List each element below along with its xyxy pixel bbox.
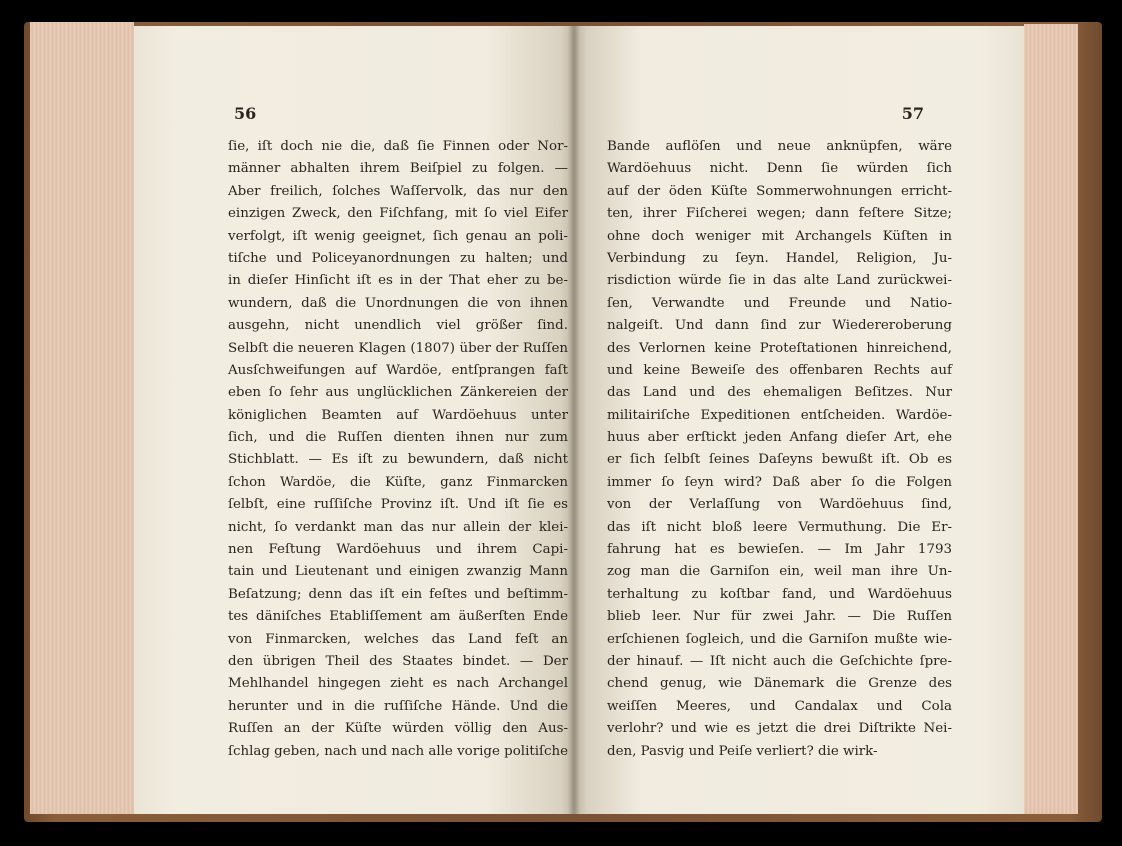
- text-line: den übrigen Theil des Staates bindet. — Der: [228, 653, 568, 669]
- text-line: der hinauf. — Iſt nicht auch die Geſchichte ſpre-: [607, 653, 952, 669]
- text-line: herunter und in die ruſſiſche Hände. Und die: [228, 698, 568, 714]
- text-line: nalgeiſt. Und dann ſind zur Wiedereroberung: [607, 318, 952, 334]
- text-line: blieb leer. Nur für zwei Jahr. — Die Ruſſen: [607, 609, 952, 625]
- text-line: ten, ihrer Fiſcherei wegen; dann feſtere Sitze;: [607, 206, 952, 222]
- text-line: zog man die Garniſon ein, weil man ihre Un-: [607, 564, 952, 580]
- text-line: terhaltung zu koſtbar fand, und Wardöehuus: [607, 586, 952, 602]
- text-line: nen Feſtung Wardöehuus und ihrem Capi-: [228, 542, 568, 558]
- text-line: königlichen Beamten auf Wardöehuus unter: [228, 407, 568, 423]
- text-line: Beſatzung; denn das iſt ein feſtes und beſtimm-: [228, 586, 568, 602]
- text-line: eben ſo ſehr aus unglücklichen Zänkereien der: [228, 385, 568, 401]
- text-line: Verbindung zu ſeyn. Handel, Religion, Ju-: [607, 250, 952, 266]
- right-page-edges: [1024, 24, 1078, 814]
- text-line: auf der öden Küſte Sommerwohnungen erricht-: [607, 183, 952, 199]
- text-line: ſich, und die Ruſſen dienten ihnen nur zum: [228, 430, 568, 446]
- text-line: wundern, daß die Unordnungen die von ihnen: [228, 295, 568, 311]
- text-line: tiſche und Policeyanordnungen zu halten; und: [228, 250, 568, 266]
- text-line: das Land und des ehemaligen Beſitzes. Nur: [607, 385, 952, 401]
- right-page-text: [607, 136, 952, 763]
- text-line: Aber freilich, ſolches Waſſervolk, das nur den: [228, 183, 568, 199]
- text-line: das iſt nicht bloß leere Vermuthung. Die Er-: [607, 519, 952, 535]
- right-page: [574, 26, 1024, 814]
- text-line: erſchienen ſogleich, und die Garniſon mußte wie-: [607, 631, 952, 647]
- text-line: ſen, Verwandte und Freunde und Natio-: [607, 295, 952, 311]
- text-line: Mehlhandel hingegen zieht es nach Archangel: [228, 676, 568, 692]
- text-line: ſelbſt, eine ruſſiſche Provinz iſt. Und iſt ſie es: [228, 497, 568, 513]
- text-line: ſchlag geben, nach und nach alle vorige politiſche: [228, 743, 569, 759]
- text-line: von der Verlaſſung von Wardöehuus ſind,: [607, 497, 952, 513]
- text-line: Selbſt die neueren Klagen (1807) über der Ruſſen: [228, 340, 568, 356]
- right-page-number: 57: [901, 104, 924, 123]
- text-line: von Finmarcken, welches das Land feſt an: [228, 631, 568, 647]
- text-line: risdiction würde ſie in das alte Land zurückwei-: [607, 273, 952, 289]
- text-line: Ruſſen an der Küſte würden völlig den Aus-: [228, 721, 568, 737]
- text-line: ausgehn, nicht unendlich viel größer ſind.: [228, 318, 568, 334]
- text-line: des Verlornen keine Proteſtationen hinreichend,: [607, 340, 952, 356]
- text-line: fahrung hat es bewieſen. — Im Jahr 1793: [607, 542, 952, 558]
- text-line: Wardöehuus nicht. Denn ſie würden ſich: [607, 161, 952, 177]
- left-page-number: 56: [234, 104, 257, 123]
- text-line: verlohr? und wie es jetzt die drei Diſtrikte Nei-: [607, 721, 952, 737]
- text-line: er ſich ſelbſt ſeines Daſeyns bewußt iſt. Ob es: [607, 452, 952, 468]
- text-line: Stichblatt. — Es iſt zu bewundern, daß nicht: [228, 452, 568, 468]
- text-line: immer ſo ſeyn wird? Daß aber ſo die Folgen: [607, 474, 952, 490]
- left-page: [134, 26, 574, 814]
- text-line: ſchon Wardöe, die Küſte, ganz Finmarcken: [228, 474, 568, 490]
- text-line: Bande auflöſen und neue anknüpfen, wäre: [607, 139, 952, 154]
- text-line: männer abhalten ihrem Beiſpiel zu folgen. —: [228, 161, 568, 177]
- text-line: chend genug, wie Dänemark die Grenze des: [607, 676, 952, 692]
- text-line: ſie, iſt doch nie die, daß ſie Finnen oder Nor-: [228, 139, 568, 154]
- text-line: ohne doch weniger mit Archangels Küſten in: [607, 228, 952, 244]
- text-line: den, Pasvig und Peiſe verliert? die wirk-: [607, 743, 878, 759]
- text-line: einzigen Zweck, den Fiſchfang, mit ſo viel Eifer: [228, 206, 568, 222]
- text-line: tes däniſches Etabliſſement am äußerſten Ende: [228, 609, 568, 625]
- left-page-edges: [30, 22, 134, 814]
- text-line: nicht, ſo verdankt man das nur allein der klei-: [228, 519, 568, 535]
- text-line: tain und Lieutenant und einigen zwanzig Mann: [228, 564, 568, 580]
- book-gutter: [568, 26, 580, 814]
- text-line: huus aber erſtickt jeden Anfang dieſer Art, ehe: [607, 430, 952, 446]
- text-line: Ausſchweifungen auf Wardöe, entſprangen faſt: [228, 362, 568, 378]
- text-line: militairiſche Expeditionen entſcheiden. Wardöe-: [607, 407, 952, 423]
- text-line: und keine Beweiſe des offenbaren Rechts auf: [607, 362, 952, 378]
- text-line: verfolgt, iſt wenig geeignet, ſich genau an poli-: [228, 228, 568, 244]
- left-page-text: [228, 136, 568, 763]
- text-line: in dieſer Hinſicht iſt es in der That eher zu be-: [228, 273, 568, 289]
- text-line: weiſſen Meeres, und Candalax und Cola: [607, 698, 952, 714]
